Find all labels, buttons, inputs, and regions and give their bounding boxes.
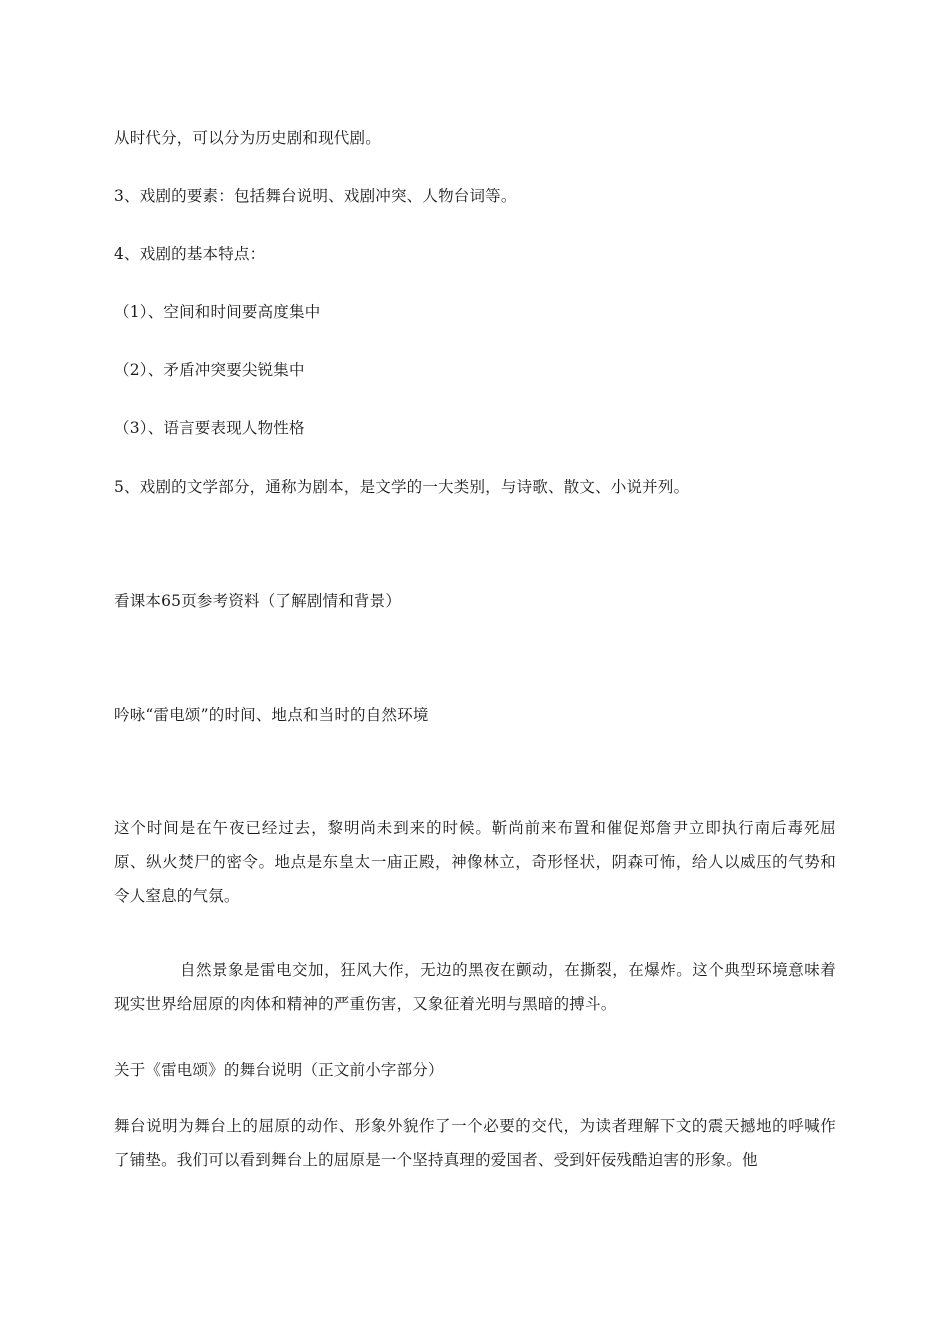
text-line-feature-1: （1）、空间和时间要高度集中 bbox=[114, 303, 321, 321]
paragraph-stage-directions: 舞台说明为舞台上的屈原的动作、形象外貌作了一个必要的交代，为读者理解下文的震天撼地的呼喊作了铺垫。我们可以看到舞台上的屈原是一个坚持真理的爱国者、受到奸佞残酷迫害的形象。他 bbox=[114, 1117, 836, 1169]
text-line-reference: 看课本65页参考资料（了解剧情和背景） bbox=[114, 592, 402, 610]
paragraph-time-place: 这个时间是在午夜已经过去，黎明尚未到来的时候。靳尚前来布置和催促郑詹尹立即执行南后毒死屈原、纵火焚尸的密令。地点是东皇太一庙正殿，神像林立，奇形怪状，阴森可怖，给人以威压的气势和令人窒息的气氛。 bbox=[114, 819, 836, 905]
section-heading-setting: 吟咏“雷电颂”的时间、地点和当时的自然环境 bbox=[114, 706, 429, 724]
text-line-literary-part: 5、戏剧的文学部分，通称为剧本，是文学的一大类别，与诗歌、散文、小说并列。 bbox=[114, 478, 690, 496]
text-line-feature-3: （3）、语言要表现人物性格 bbox=[114, 419, 305, 437]
text-line-drama-elements: 3、戏剧的要素：包括舞台说明、戏剧冲突、人物台词等。 bbox=[114, 187, 517, 205]
text-line-feature-2: （2）、矛盾冲突要尖锐集中 bbox=[114, 361, 305, 379]
section-heading-stage-directions: 关于《雷电颂》的舞台说明（正文前小字部分） bbox=[114, 1061, 444, 1079]
text-line-era-classification: 从时代分，可以分为历史剧和现代剧。 bbox=[114, 129, 381, 147]
text-line-basic-features: 4、戏剧的基本特点： bbox=[114, 245, 266, 263]
paragraph-natural-scene: 自然景象是雷电交加，狂风大作，无边的黑夜在颤动，在撕裂，在爆炸。这个典型环境意味着现实世界给屈原的肉体和精神的严重伤害，又象征着光明与黑暗的搏斗。 bbox=[114, 961, 836, 1013]
